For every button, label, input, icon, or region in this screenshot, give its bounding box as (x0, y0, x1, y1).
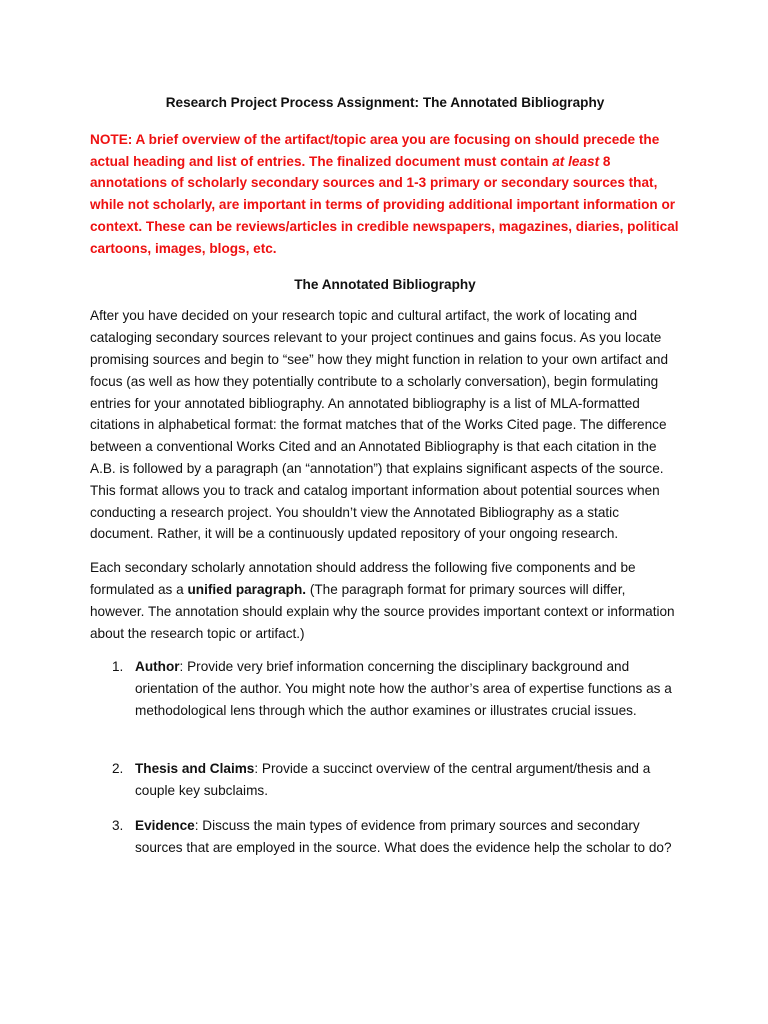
components-text-start: Each secondary scholarly annotation should address the following five components and be formulated as a (90, 560, 636, 597)
document-title: Research Project Process Assignment: The Annotated Bibliography (165, 95, 605, 110)
note-emphasis: at least (552, 153, 600, 169)
section-heading: The Annotated Bibliography (294, 276, 476, 292)
list-text: : Provide a succinct overview of the central argument/thesis and a couple key subclaims. (135, 760, 651, 798)
components-text-end: (The paragraph format for primary sources will differ, however. The annotation should explain why the source provides important context or information about the research topic or artifact.) (90, 581, 675, 641)
list-item (90, 815, 680, 859)
note-text-start: NOTE: A brief overview of the artifact/topic area you are focusing on should precede the actual heading and list of entries. The finalized document must contain (90, 131, 660, 169)
list-item (90, 758, 680, 802)
list-term: Thesis and Claims (135, 760, 255, 776)
list-number: 3. (112, 818, 124, 834)
intro-paragraph: After you have decided on your research topic and cultural artifact, the work of locating and cataloging secondary sources relevant to your project continues and gains focus. As you locate promising sources and begin to “see” how they might function in relation to your own artifact and focus (as well as how they potentially contribute to a scholarly conversation), begin formulating entries for your annotated bibliography. An annotated bibliography is a list of MLA-formatted citations in alphabetical format: the format matches that of the Works Cited page. The difference between a conventional Works Cited and an Annotated Bibliography is that each citation in the A.B. is followed by a paragraph (an “annotation”) that explains significant aspects of the source. This format allows you to track and catalog important information about potential sources when conducting a research project. You shouldn’t view the Annotated Bibliography as a static document. Rather, it will be a continuously updated repository of your ongoing research. (90, 308, 669, 542)
document-page (90, 92, 680, 873)
list-item (90, 656, 680, 721)
list-text: : Discuss the main types of evidence from primary sources and secondary sources that are employed in the source. What does the evidence help the scholar to do? (135, 818, 672, 856)
list-term: Evidence (135, 818, 195, 834)
components-list (90, 656, 680, 859)
list-term: Author (135, 659, 180, 675)
unified-paragraph-bold: unified paragraph. (187, 581, 307, 597)
list-number: 1. (112, 659, 124, 675)
list-number: 2. (112, 760, 124, 776)
note-text-end: 8 annotations of scholarly secondary sources and 1-3 primary or secondary sources that, while not scholarly, are important in terms of providing additional important information or context. These can be reviews/articles in credible newspapers, magazines, diaries, political cartoons, images, blogs, etc. (90, 153, 679, 256)
list-text: : Provide very brief information concerning the disciplinary background and orientation of the author. You might note how the author’s area of expertise functions as a methodological lens through which the author examines or illustrates crucial issues. (135, 659, 672, 718)
note-paragraph (90, 129, 680, 260)
components-paragraph (90, 557, 680, 644)
